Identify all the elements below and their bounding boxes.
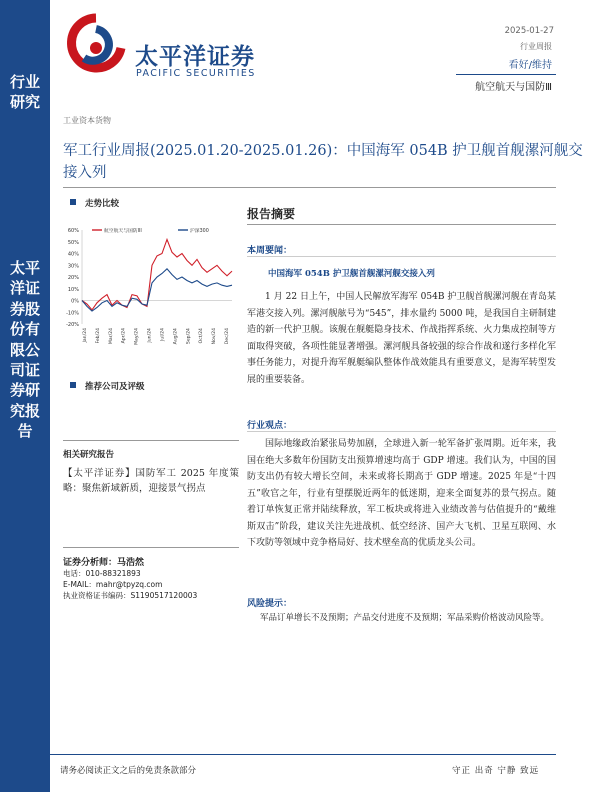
- left-divider: [63, 440, 239, 441]
- report-type: 行业周报: [520, 42, 552, 51]
- y-tick-label: 20%: [67, 275, 79, 281]
- industry-view-paragraph: 国际地缘政治紧张局势加剧，全球进入新一轮军备扩张周期。近年来，我国在绝大多数年份国防支出预算增速均高于 GDP 增速。我们认为，中国的国防支出仍有较大增长空间，未来或将长期高于 GDP 增速。2025 年是“十四五”收官之年，行业有望摆脱近两年的低迷期，迎来全面复苏的景气拐点。随着订单恢复正常并陆续释放，军工板块或将进入业绩改善与估值提升的“戴维斯双击”阶段，建议关注先进战机、低空经济、国产大飞机、卫星互联网、水下攻防等领域中竞争格局好、技术壁垒高的优质龙头公司。: [247, 439, 556, 548]
- rating: 看好/维持: [508, 60, 552, 71]
- summary-divider: [247, 224, 556, 225]
- section-divider: [247, 256, 556, 257]
- x-tick-label: Nov/24: [212, 328, 218, 345]
- x-tick-label: Oct/24: [199, 328, 205, 344]
- x-tick-label: Feb/24: [95, 328, 101, 344]
- sidebar: [0, 0, 50, 792]
- footer-motto: 守正 出奇 宁静 致远: [452, 766, 540, 776]
- analyst-phone: 电话：010-88321893: [63, 569, 141, 578]
- brand-name-en: PACIFIC SECURITIES: [136, 68, 256, 79]
- brand-name-cn: 太平洋证券: [135, 44, 255, 70]
- risk-label: 风险提示：: [247, 599, 293, 609]
- legend-label: 航空航天与国防III: [104, 229, 142, 234]
- report-date: 2025-01-27: [504, 26, 554, 36]
- x-tick-label: Apr/24: [121, 328, 127, 344]
- category-label: 工业资本货物: [63, 116, 111, 125]
- analyst-email[interactable]: E-MAIL：mahr@tpyzq.com: [63, 580, 163, 589]
- chart-section-label: 走势比较: [85, 199, 120, 209]
- industry-view-label: 行业观点：: [247, 421, 293, 431]
- risk-text: 军品订单增长不及预期；产品交付进度不及预期；军品采购价格波动风险等。: [260, 613, 550, 623]
- section-marker: [70, 382, 76, 388]
- x-tick-label: Dec/24: [225, 328, 230, 345]
- pacific-securities-logo: [65, 12, 127, 86]
- section-divider: [247, 431, 556, 432]
- related-reports-title: 相关研究报告: [63, 450, 115, 460]
- y-tick-label: 50%: [67, 239, 79, 246]
- x-tick-label: Jun/24: [147, 328, 153, 343]
- x-tick-label: Mar/24: [108, 328, 114, 345]
- analyst-license: 执业资格证书编码：S1190517120003: [63, 591, 198, 600]
- analyst-name: 证券分析师：马浩然: [63, 558, 145, 568]
- header-divider: [456, 74, 556, 75]
- legend-label: 沪深300: [190, 229, 209, 234]
- summary-title: 报告摘要: [247, 207, 296, 221]
- title-divider: [63, 187, 556, 188]
- footer-divider: [50, 754, 556, 755]
- y-tick-label: 60%: [67, 228, 79, 234]
- left-divider: [63, 547, 239, 548]
- x-tick-label: Jul/24: [160, 328, 166, 341]
- y-tick-label: 0%: [71, 298, 79, 305]
- sidebar-label-company: 太平洋证券股份有限公司证券研究报告: [10, 259, 41, 441]
- weekly-news-paragraph: 1 月 22 日上午，中国人民解放军海军 054B 护卫舰首舰漯河舰在青岛某军港交接入列。漯河舰舷号为“545”，排水量约 5000 吨，是我国自主研制建造的新一代护卫舰。该舰在舰艇隐身技术、作战指挥系统、火力集成控制等方面取得突破，各项性能显著增强。漯河舰具备较强的综合作战和遂行多样化军事任务能力，对提升海军舰艇编队整体作战效能具有重要意义，是海军转型发展的重要装备。: [247, 292, 556, 385]
- y-tick-label: -20%: [66, 322, 79, 328]
- y-tick-label: 40%: [67, 251, 79, 258]
- report-title: 军工行业周报(2025.01.20-2025.01.26)：中国海军 054B 护卫舰首舰漯河舰交接入列: [63, 143, 583, 181]
- y-tick-label: 10%: [67, 286, 79, 293]
- sidebar-label-research: 行业研究: [10, 73, 41, 111]
- x-tick-label: Sep/24: [186, 328, 192, 345]
- weekly-news-headline: 中国海军 054B 护卫舰首舰漯河舰交接入列: [268, 269, 435, 279]
- y-tick-label: -10%: [66, 310, 79, 317]
- trend-chart: [60, 220, 238, 355]
- section-marker: [70, 199, 76, 205]
- y-tick-label: 30%: [67, 263, 79, 270]
- x-tick-label: May/24: [134, 328, 140, 345]
- x-tick-label: Jan/24: [83, 328, 88, 343]
- footer-disclaimer: 请务必阅读正文之后的免责条款部分: [60, 766, 197, 776]
- series-line-0: [82, 239, 232, 310]
- recommend-section-label: 推荐公司及评级: [85, 382, 145, 392]
- sector: 航空航天与国防Ⅲ: [475, 82, 552, 93]
- weekly-news-label: 本周要闻：: [247, 246, 293, 256]
- series-line-1: [82, 269, 232, 311]
- related-report-link[interactable]: 【太平洋证券】国防军工 2025 年度策略：聚焦新域新质，迎接景气拐点: [63, 468, 239, 494]
- x-tick-label: Aug/24: [173, 328, 179, 345]
